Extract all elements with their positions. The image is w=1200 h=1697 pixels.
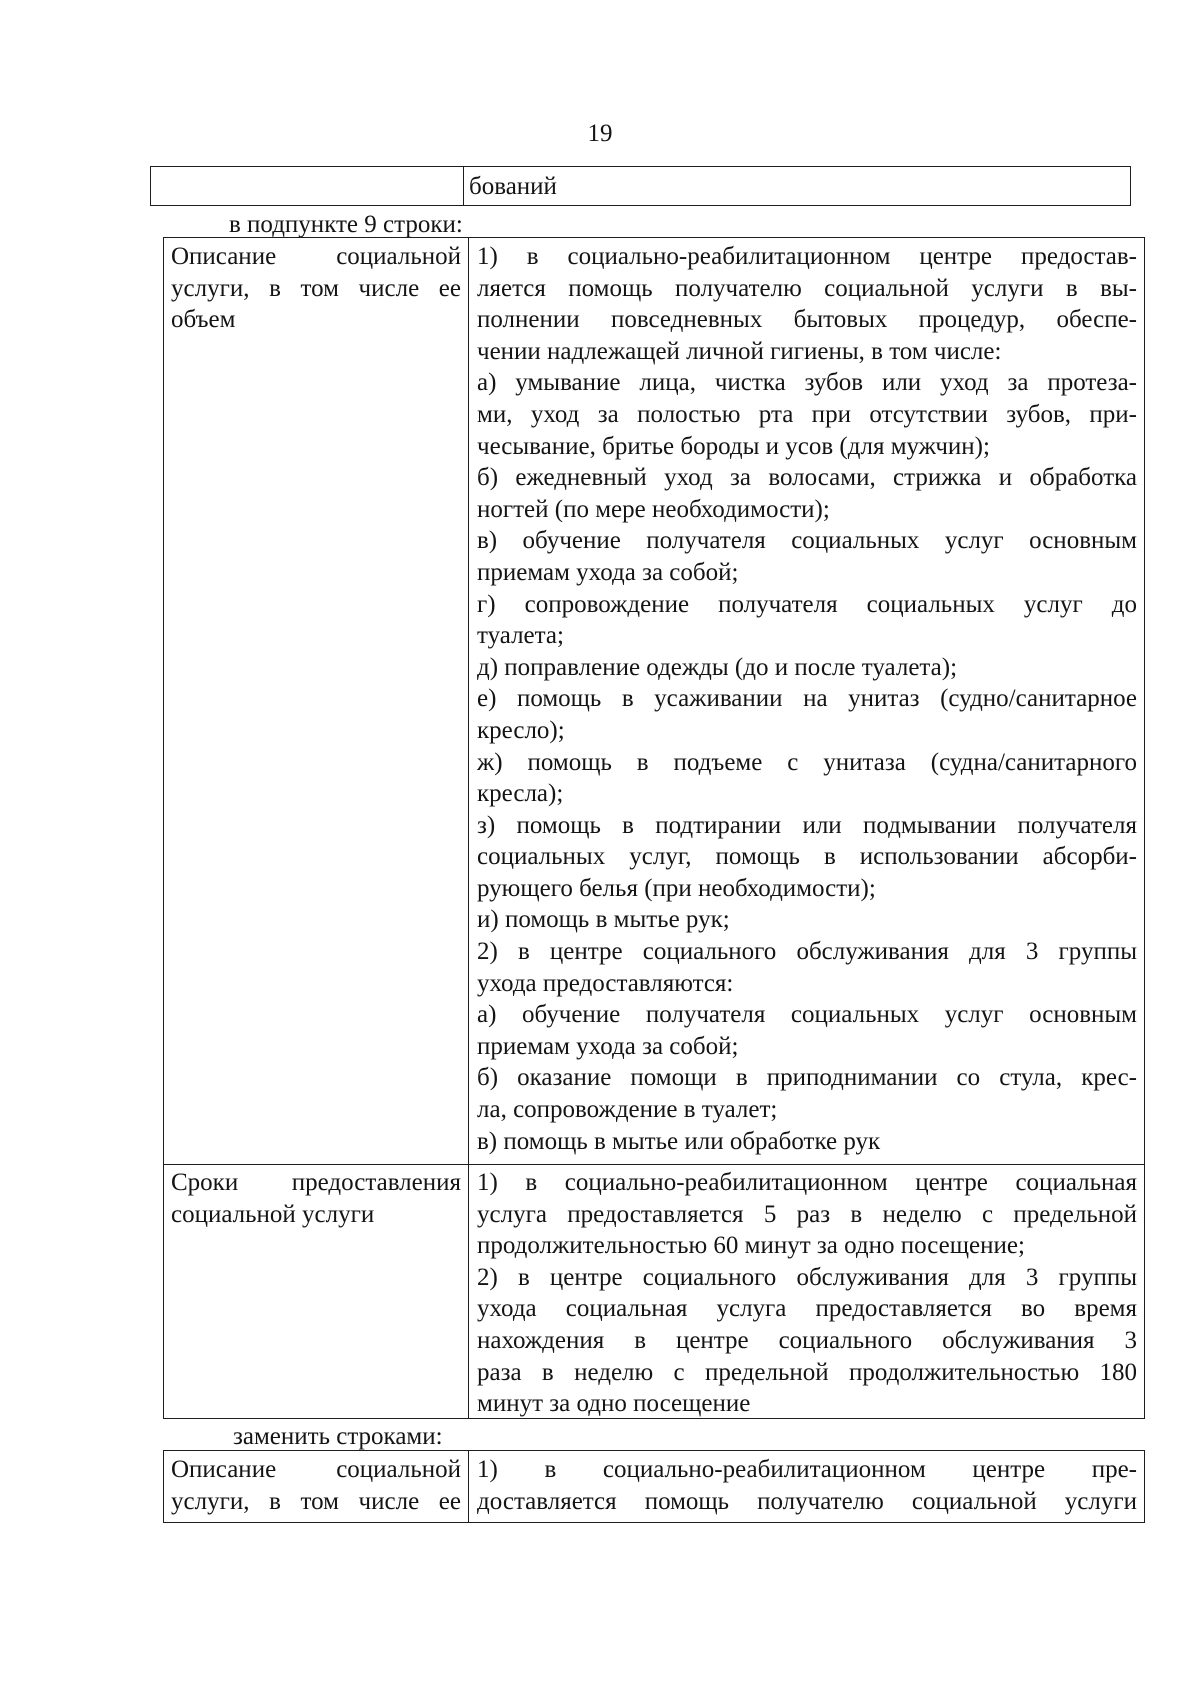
- content-line: чении надлежащей личной гигиены, в том числе:: [477, 337, 1002, 365]
- new-row-label: [171, 1454, 461, 1517]
- content-line: а) умывание лица, чистка зубов или уход за протеза-: [477, 369, 1137, 397]
- label-line: Сроки предоставления: [171, 1169, 461, 1196]
- old-row-1-label: [171, 241, 461, 336]
- content-line: ла, сопровождение в туалет;: [477, 1096, 778, 1124]
- content-line: в) обучение получателя социальных услуг основным: [477, 527, 1137, 555]
- content-line: 2) в центре социального обслуживания для 3 группы: [477, 938, 1137, 966]
- content-line: 1) в социально-реабилитационном центре предостав-: [477, 243, 1137, 270]
- content-line: ухода предоставляются:: [477, 969, 734, 997]
- label-line: социальной услуги: [171, 1200, 375, 1228]
- intro-note: в подпункте 9 строки:: [229, 211, 463, 238]
- content-line: ляется помощь получателю социальной услуги в вы-: [477, 274, 1137, 302]
- content-line: нахождения в центре социального обслуживания 3: [477, 1326, 1137, 1354]
- content-line: туалета;: [477, 622, 564, 650]
- content-line: б) ежедневный уход за волосами, стрижка и обработка: [477, 464, 1137, 492]
- replace-note: заменить строками:: [233, 1423, 443, 1450]
- label-line: Описание социальной: [171, 1456, 461, 1483]
- label-line: объем: [171, 306, 236, 334]
- content-line: продолжительностью 60 минут за одно посещение;: [477, 1232, 1025, 1260]
- content-line: а) обучение получателя социальных услуг основным: [477, 1001, 1137, 1029]
- content-line: г) сопровождение получателя социальных услуг до: [477, 590, 1137, 618]
- label-line: услуги, в том числе ее: [171, 1487, 461, 1515]
- content-line: ми, уход за полостью рта при отсутствии зубов, при-: [477, 400, 1137, 428]
- content-line: услуга предоставляется 5 раз в неделю с предельной: [477, 1200, 1137, 1228]
- label-line: услуги, в том числе ее: [171, 274, 461, 302]
- page-number: 19: [587, 120, 613, 147]
- content-line: ж) помощь в подъеме с унитаза (судна/санитарного: [477, 748, 1137, 776]
- content-line: рующего белья (при необходимости);: [477, 874, 876, 902]
- content-line: з) помощь в подтирании или подмывании получателя: [477, 811, 1137, 839]
- label-line: Описание социальной: [171, 243, 461, 270]
- content-line: в) помощь в мытье или обработке рук: [477, 1127, 881, 1155]
- continuation-right-cell: бований: [469, 173, 557, 200]
- old-row-2-content: [477, 1167, 1137, 1420]
- old-row-1-content: [477, 241, 1137, 1157]
- content-line: раза в неделю с предельной продолжительностью 180: [477, 1358, 1137, 1386]
- old-row-2-label: [171, 1167, 461, 1230]
- content-line: ухода социальная услуга предоставляется во время: [477, 1295, 1137, 1323]
- content-line: социальных услуг, помощь в использовании абсорби-: [477, 843, 1137, 871]
- continuation-table: [150, 166, 1131, 206]
- content-line: кресло);: [477, 716, 565, 744]
- content-line: приемам ухода за собой;: [477, 558, 739, 586]
- content-line: приемам ухода за собой;: [477, 1032, 739, 1060]
- content-line: е) помощь в усаживании на унитаз (судно/санитарное: [477, 685, 1137, 713]
- content-line: б) оказание помощи в приподнимании со стула, крес-: [477, 1064, 1137, 1092]
- continuation-left-cell: [151, 167, 464, 205]
- new-rows-table: [163, 1450, 1145, 1523]
- new-row-content: [477, 1454, 1137, 1517]
- content-line: 1) в социально-реабилитационном центре пре-: [477, 1456, 1137, 1483]
- old-rows-table: [163, 237, 1145, 1419]
- row-divider: [164, 1164, 1144, 1165]
- content-line: чесывание, бритье бороды и усов (для мужчин);: [477, 432, 990, 460]
- content-line: доставляется помощь получателю социальной услуги: [477, 1487, 1137, 1515]
- content-line: кресла);: [477, 780, 564, 808]
- content-line: минут за одно посещение: [477, 1390, 751, 1418]
- content-line: и) помощь в мытье рук;: [477, 906, 730, 934]
- content-line: 1) в социально-реабилитационном центре социальная: [477, 1169, 1137, 1196]
- content-line: д) поправление одежды (до и после туалета);: [477, 653, 958, 681]
- content-line: полнении повседневных бытовых процедур, обеспе-: [477, 306, 1137, 334]
- content-line: ногтей (по мере необходимости);: [477, 495, 830, 523]
- content-line: 2) в центре социального обслуживания для 3 группы: [477, 1263, 1137, 1291]
